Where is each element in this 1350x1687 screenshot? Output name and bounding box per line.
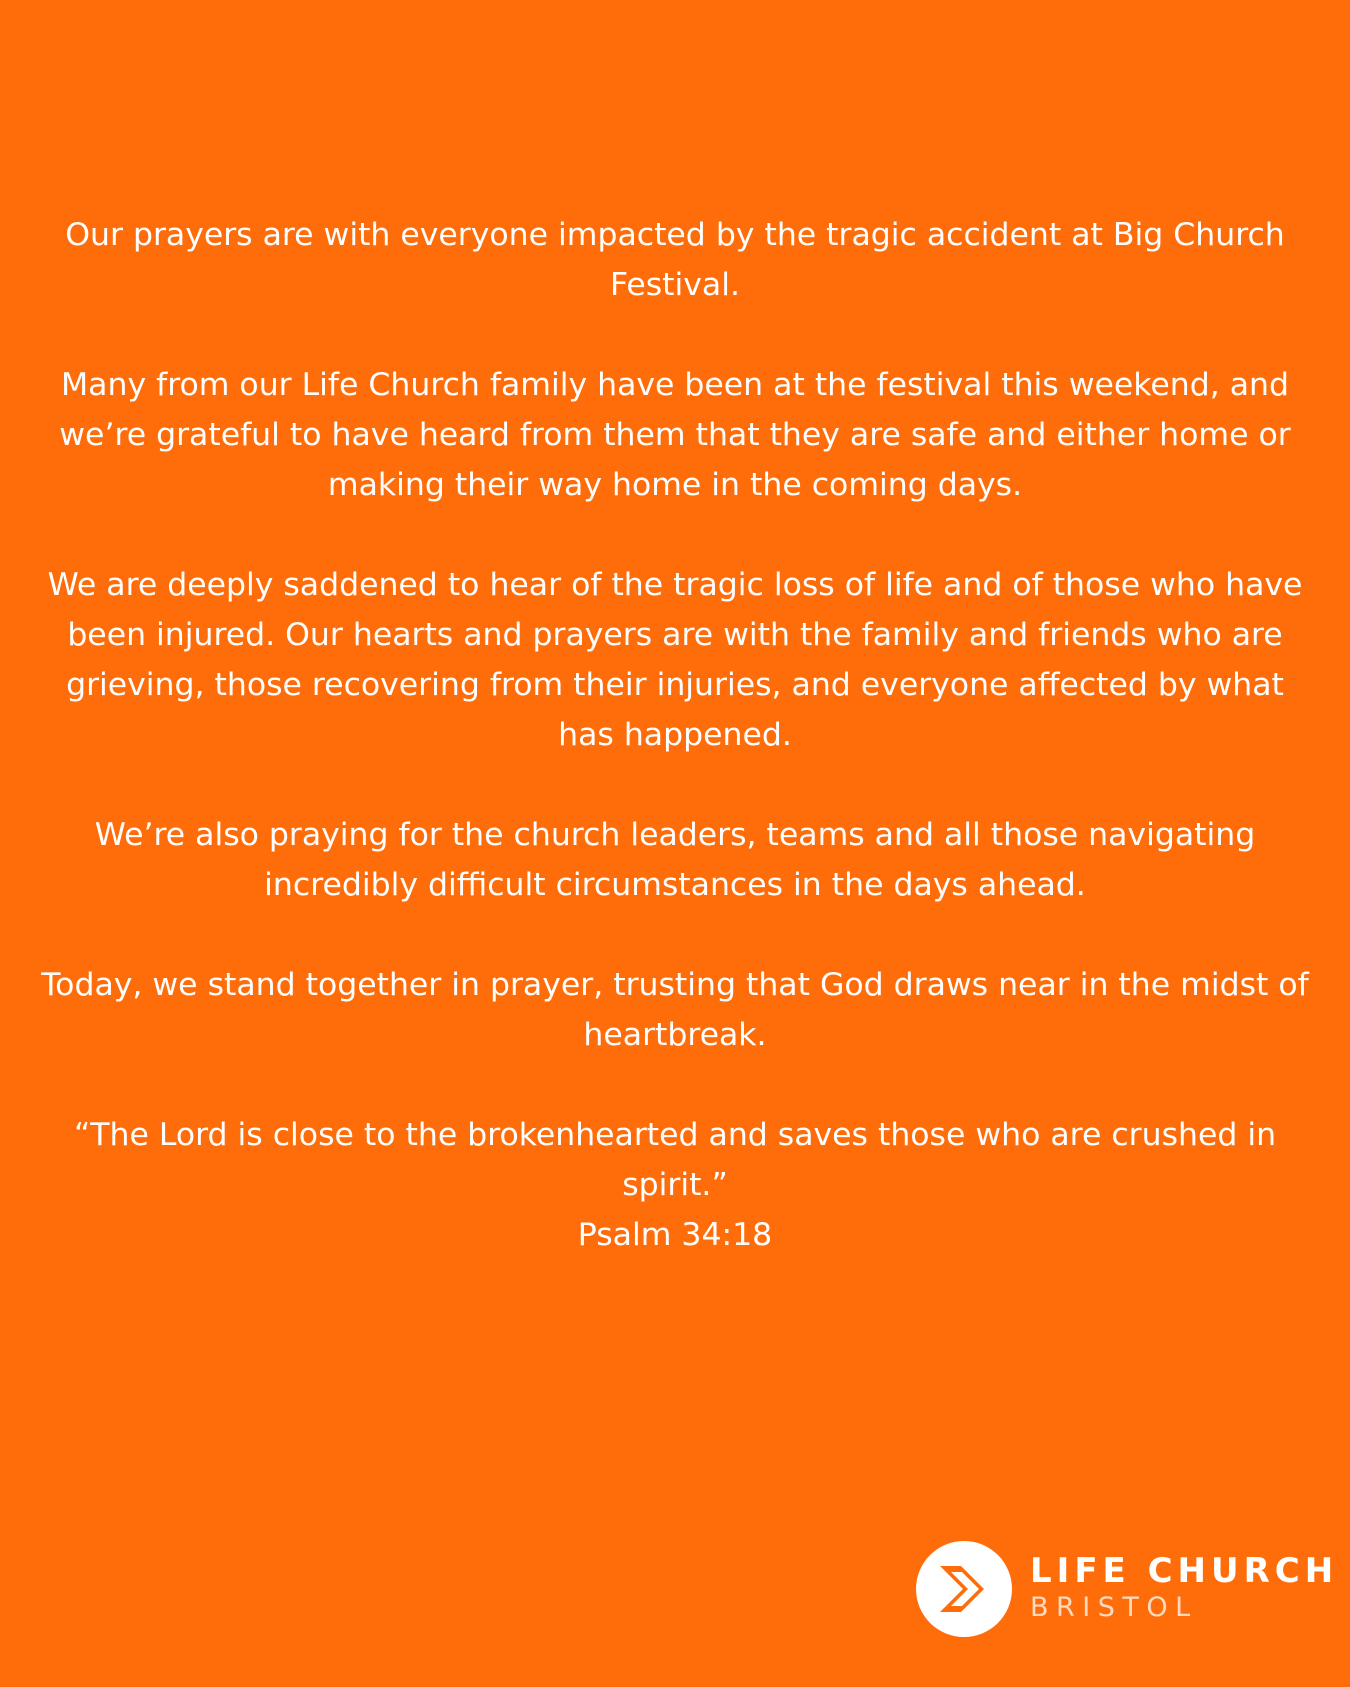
scripture-quote: “The Lord is close to the brokenhearted and saves those who are crushed in spirit.”	[73, 1117, 1277, 1203]
logo-wordmark	[1030, 1552, 1338, 1626]
paragraph-saddened: We are deeply saddened to hear of the tragic loss of life and of those who have been injured. Our hearts and prayers are with the family and friends who are grieving, those recovering from their injuries, and everyone affected by what has happened.	[47, 567, 1303, 753]
logo-location: BRISTOL	[1030, 1592, 1198, 1623]
life-church-logo	[916, 1541, 1339, 1637]
paragraph-leaders: We’re also praying for the church leaders, teams and all those navigating incredibly difficult circumstances in the days ahead.	[94, 817, 1256, 903]
paragraph-family: Many from our Life Church family have been at the festival this weekend, and we’re grateful to have heard from them that they are safe and either home or making their way home in the coming days.	[59, 367, 1291, 503]
logo-name: LIFE CHURCH	[1030, 1551, 1339, 1591]
paragraph-today: Today, we stand together in prayer, trusting that God draws near in the midst of heartbreak.	[41, 967, 1309, 1053]
paragraph-prayers: Our prayers are with everyone impacted by the tragic accident at Big Church Festival.	[65, 217, 1285, 303]
double-chevron-right-icon	[916, 1541, 1012, 1637]
scripture-citation: Psalm 34:18	[577, 1217, 773, 1253]
statement	[40, 210, 1310, 1260]
